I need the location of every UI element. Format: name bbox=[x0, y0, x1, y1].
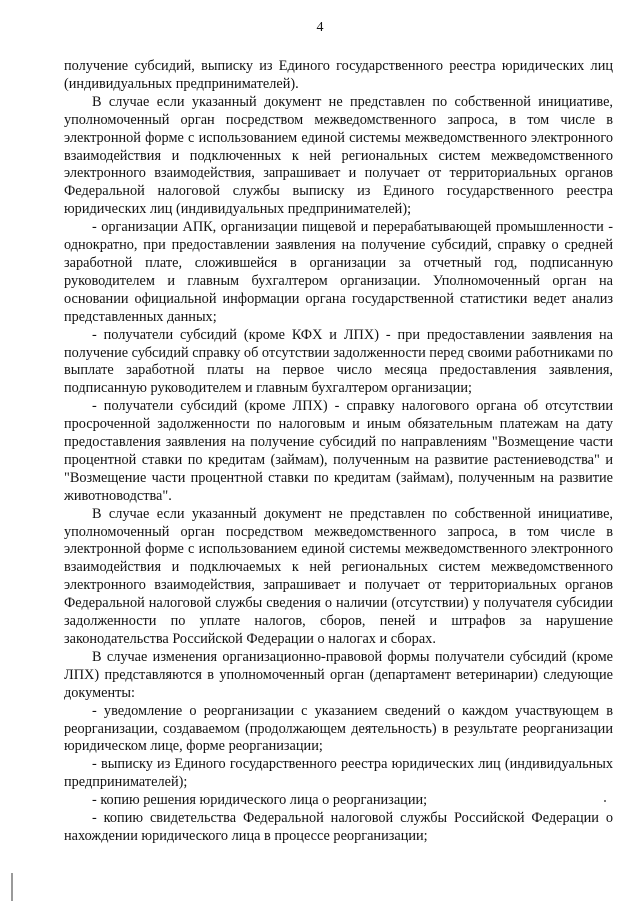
body-text bbox=[64, 58, 613, 846]
list-item-paragraph: - копию свидетельства Федеральной налоговой службы Российской Федерации о нахождении юридического лица в процессе реорганизации; bbox=[64, 810, 613, 844]
scan-speck bbox=[604, 800, 606, 802]
list-item-paragraph: - организации АПК, организации пищевой и перерабатывающей промышленности - однократно, при предоставлении заявления на получение субсидий, справку о средней заработной плате, сложившейся в организации за отчетный год, подписанную руководителем и главным бухгалтером организации. Уполномоченный орган на основании официальной информации органа государственной статистики ведет анализ представленных данных; bbox=[64, 219, 613, 325]
list-item-paragraph: - уведомление о реорганизации с указанием сведений о каждом участвующем в реорганизации, создаваемом (продолжающем деятельность) в результате реорганизации юридическом лице, форме реорганизации; bbox=[64, 702, 613, 755]
list-item-paragraph: - копию решения юридического лица о реорганизации; bbox=[92, 792, 428, 809]
list-item-paragraph: - выписку из Единого государственного реестра юридических лиц (индивидуальных предпринимателей); bbox=[64, 756, 613, 791]
paragraph: В случае если указанный документ не представлен по собственной инициативе, уполномоченный орган посредством межведомственного запроса, в том числе в электронной форме с использованием единой системы межведомственного электронного взаимодействия и подключенных к ней региональных систем межведомственного электронного взаимодействия, запрашивает и получает от территориальных органов Федеральной налоговой службы выписку из Единого государственного реестра юридических лиц (индивидуальных предпринимателей); bbox=[64, 93, 613, 218]
paragraph: В случае изменения организационно-правовой формы получатели субсидий (кроме ЛПХ) представляются в уполномоченный орган (департамент ветеринарии) следующие документы: bbox=[64, 648, 613, 701]
page-number: 4 bbox=[316, 20, 324, 35]
paragraph: В случае если указанный документ не представлен по собственной инициативе, уполномоченный орган посредством межведомственного запроса, в том числе в электронной форме с использованием единой системы межведомственного электронного взаимодействия и подключаемых к ней региональных систем межведомственного электронного взаимодействия, запрашивает и получает от территориальных органов Федеральной налоговой службы сведения о наличии (отсутствии) у получателя субсидии задолженности по уплате налогов, сборов, пеней и штрафов за нарушение законодательства Российской Федерации о налогах и сборах. bbox=[64, 505, 613, 647]
paragraph: получение субсидий, выписку из Единого государственного реестра юридических лиц (индивидуальных предпринимателей). bbox=[64, 58, 613, 92]
list-item-paragraph: - получатели субсидий (кроме КФХ и ЛПХ) - при предоставлении заявления на получение субсидий справку об отсутствии задолженности перед своими работниками по выплате заработной платы на первое число месяца предоставления заявления, подписанную руководителем и главным бухгалтером организации; bbox=[64, 326, 613, 397]
scan-edge-mark bbox=[11, 873, 13, 901]
list-item-paragraph: - получатели субсидий (кроме ЛПХ) - справку налогового органа об отсутствии просроченной задолженности по налоговым и иным обязательным платежам на дату предоставления заявления на получение субсидий по направлениям "Возмещение части процентной ставки по кредитам (займам), полученным на развитие растениеводства" и "Возмещение части процентной ставки по кредитам (займам), полученным на развитие животноводства". bbox=[64, 398, 613, 504]
